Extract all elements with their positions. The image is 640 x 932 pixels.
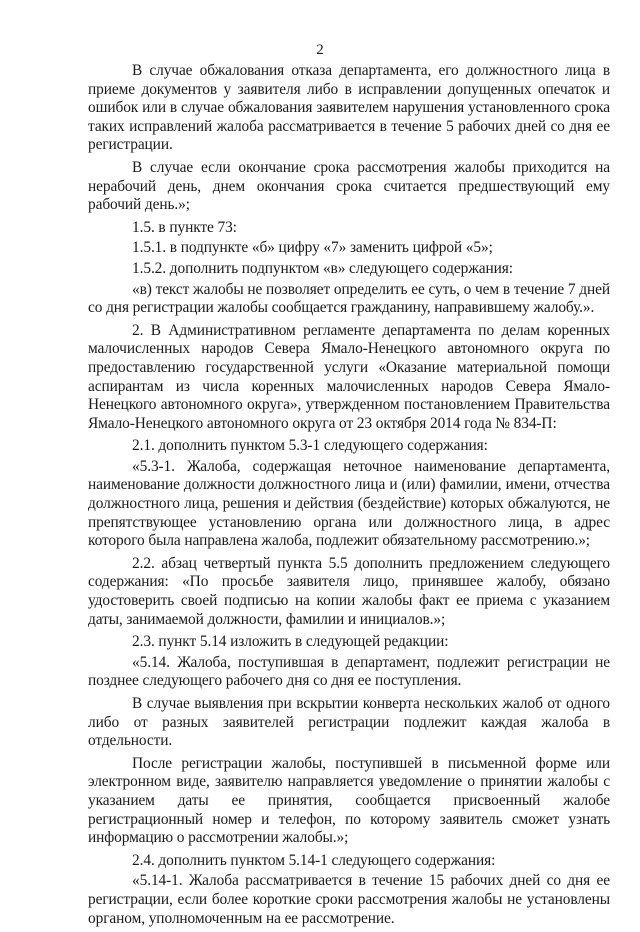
paragraph-5-3-1: «5.3-1. Жалоба, содержащая неточное наименование департамента, наименование должности должностного лица и (или) фамилии, имени, отчества должностного лица, решения и действия (бездействие) которых обжалуются, не препятствующее установлению органа или должностного лица, в адрес которого была направлена жалоба, подлежит обязательному рассмотрению.»; <box>88 457 610 550</box>
document-body <box>88 62 610 932</box>
paragraph-2-2: 2.2. абзац четвертый пункта 5.5 дополнить предложением следующего содержания: «По просьбе заявителя лицо, принявшее жалобу, обязано удостоверить своей подписью на копии жалобы факт ее приема с указанием даты, занимаемой должности, фамилии и инициалов.»; <box>88 554 610 628</box>
page-number: 2 <box>316 42 324 58</box>
paragraph-1-5-2: 1.5.2. дополнить подпунктом «в» следующего содержания: <box>132 259 513 277</box>
paragraph-subpoint-v: «в) текст жалобы не позволяет определить ее суть, о чем в течение 7 дней со дня регистрации жалобы сообщается гражданину, направившему жалобу.». <box>88 280 610 317</box>
paragraph-5-14-1: «5.14-1. Жалоба рассматривается в течение 15 рабочих дней со дня ее регистрации, если более короткие сроки рассмотрения жалобы не установлены органом, уполномоченным на ее рассмотрение. <box>88 872 610 927</box>
paragraph-2-1: 2.1. дополнить пунктом 5.3-1 следующего содержания: <box>132 437 488 455</box>
paragraph-registration-notice: После регистрации жалобы, поступившей в письменной форме или электронном виде, заявителю направляется уведомление о принятии жалобы с указанием даты ее принятия, сообщается присвоенный жалобе регистрационный номер и телефон, по которому заявитель сможет узнать информацию о рассмотрении жалобы.»; <box>88 754 610 847</box>
paragraph-appeal-refusal: В случае обжалования отказа департамента, его должностного лица в приеме документов у заявителя либо в исправлении допущенных опечаток и ошибок или в случае обжалования заявителем нарушения установленного срока таких исправлений жалоба рассматривается в течение 5 рабочих дней со дня ее регистрации. <box>88 62 610 154</box>
paragraph-2-4: 2.4. дополнить пунктом 5.14-1 следующего содержания: <box>132 851 496 869</box>
paragraph-1-5: 1.5. в пункте 73: <box>132 218 237 236</box>
paragraph-5-14: «5.14. Жалоба, поступившая в департамент, подлежит регистрации не позднее следующего рабочего дня со дня ее поступления. <box>88 653 610 690</box>
paragraph-2-3: 2.3. пункт 5.14 изложить в следующей редакции: <box>132 633 449 651</box>
paragraph-1-5-1: 1.5.1. в подпункте «б» цифру «7» заменить цифрой «5»; <box>132 239 493 257</box>
paragraph-2: 2. В Административном регламенте департамента по делам коренных малочисленных народов Севера Ямало-Ненецкого автономного округа по предоставлению государственной услуги «Оказание материальной помощи аспирантам из числа коренных малочисленных народов Севера Ямало-Ненецкого автономного округа», утвержденном постановлением Правительства Ямало-Ненецкого автономного округа от 23 октября 2014 года № 834-П: <box>88 321 610 432</box>
paragraph-envelope: В случае выявления при вскрытии конверта нескольких жалоб от одного либо от разных заявителей регистрации подлежит каждая жалоба в отдельности. <box>88 695 610 750</box>
paragraph-nonworking-day: В случае если окончание срока рассмотрения жалобы приходится на нерабочий день, днем окончания срока считается предшествующий ему рабочий день.»; <box>88 158 610 214</box>
